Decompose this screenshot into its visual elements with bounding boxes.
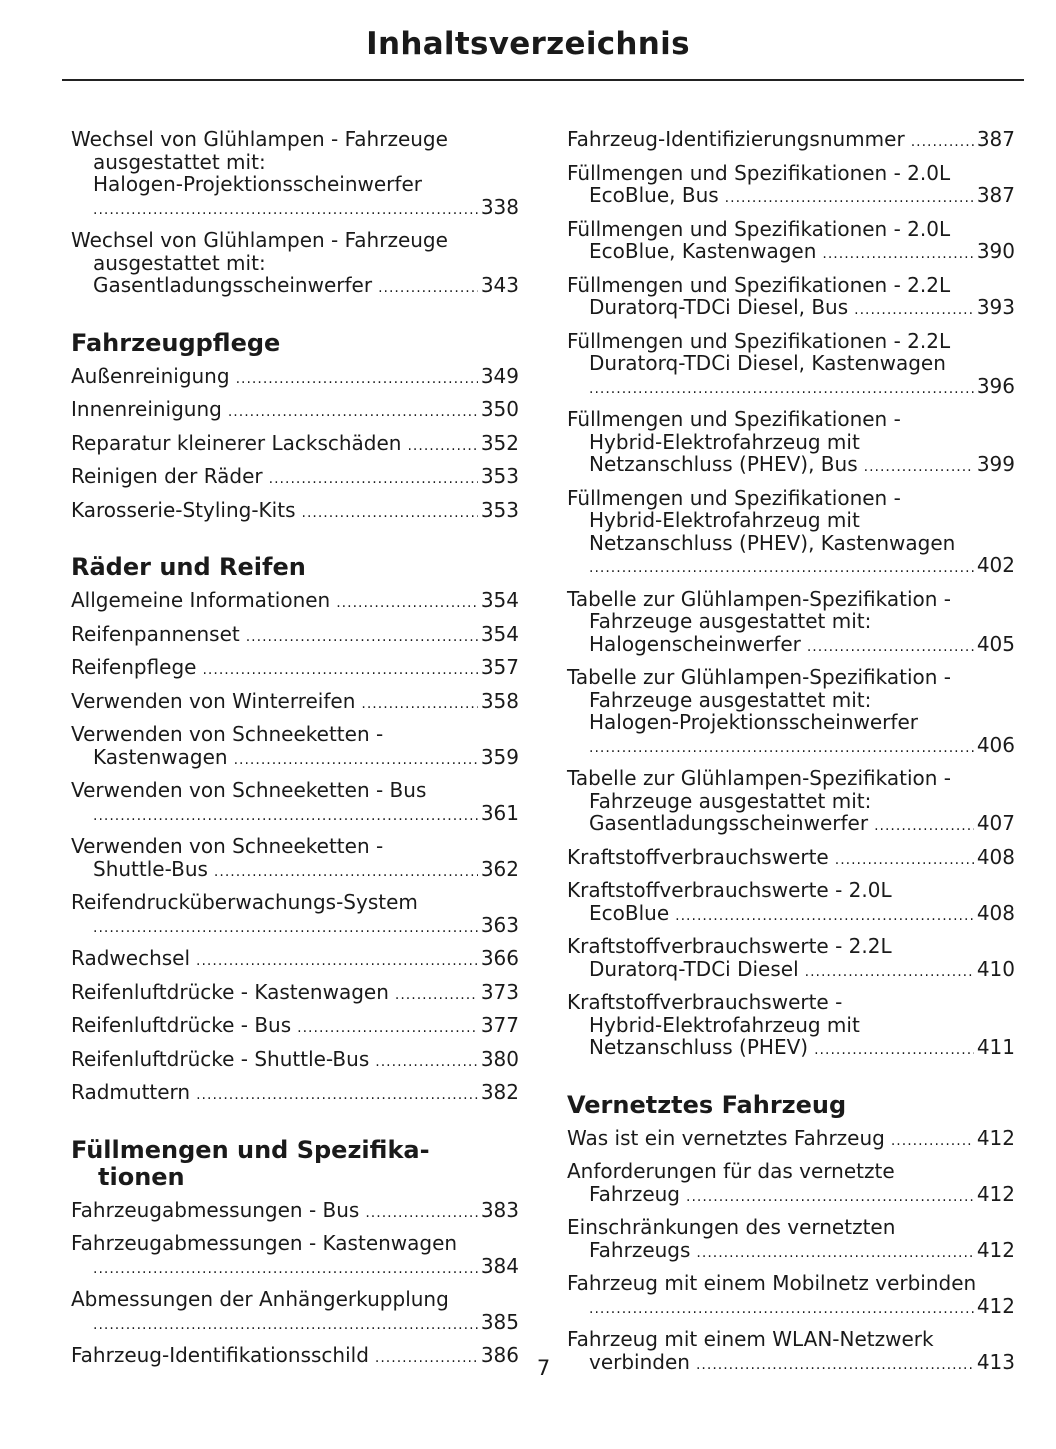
toc-entry-text: Radmuttern	[71, 1080, 191, 1104]
dot-leader	[378, 277, 478, 300]
toc-entry-last-line	[71, 690, 519, 716]
toc-page-number: 387	[976, 127, 1015, 151]
toc-entry[interactable]	[71, 499, 519, 525]
toc-entry-text: Fahrzeug-Identifikationsschild	[71, 1343, 369, 1367]
toc-entry-line: Netzanschluss (PHEV), Kastenwagen	[589, 530, 956, 555]
toc-entry-line: Wechsel von Glühlampen - Fahrzeuge	[71, 127, 448, 151]
dot-leader	[246, 626, 478, 649]
dot-leader	[93, 917, 478, 940]
toc-entry[interactable]	[71, 229, 519, 300]
dot-leader	[854, 299, 974, 322]
toc-entry[interactable]	[567, 666, 1015, 759]
toc-page-number: 353	[480, 464, 519, 488]
toc-page-number: 393	[976, 295, 1015, 319]
toc-entry-last-line	[567, 1036, 1015, 1062]
dot-leader	[365, 1202, 477, 1225]
toc-page-number: 402	[976, 553, 1015, 577]
section-heading-line: Füllmengen und Spezifika-	[71, 1135, 430, 1164]
toc-entry-line: Tabelle zur Glühlampen-Spezifikation -	[567, 665, 952, 689]
toc-entry-last-line	[567, 734, 1015, 760]
toc-entry-text: Fahrzeugabmessungen - Bus	[71, 1197, 360, 1222]
dot-leader	[269, 468, 478, 491]
toc-entry-last-line	[567, 1127, 1015, 1153]
toc-entry-last-line	[71, 623, 519, 649]
toc-entry-last-line	[567, 128, 1015, 154]
toc-page-number: 412	[976, 1237, 1015, 1262]
toc-page-number: 408	[976, 900, 1015, 925]
toc-entry-line: Hybrid-Elektrofahrzeug mit	[589, 508, 860, 532]
toc-entry-text: Fahrzeug-Identifizierungsnummer	[567, 127, 905, 151]
toc-entry-last-line	[71, 914, 519, 940]
toc-page-number: 349	[480, 363, 519, 388]
toc-entry-last-line	[567, 812, 1015, 838]
toc-entry-last-line	[567, 184, 1015, 210]
toc-page-number: 377	[480, 1013, 519, 1037]
toc-entry-line: Wechsel von Glühlampen - Fahrzeuge	[71, 228, 448, 252]
toc-entry-last-line	[567, 240, 1015, 266]
dot-leader	[725, 187, 974, 210]
dot-leader	[822, 243, 973, 266]
toc-entry-text: EcoBlue, Kastenwagen	[589, 239, 817, 263]
dot-leader	[214, 861, 478, 884]
toc-entry[interactable]	[71, 589, 519, 615]
toc-page-number: 408	[976, 844, 1015, 869]
toc-page-number: 380	[480, 1046, 519, 1071]
toc-entry[interactable]	[567, 935, 1015, 983]
toc-page-number: 387	[976, 183, 1015, 207]
toc-entry-text: EcoBlue, Bus	[589, 183, 719, 207]
toc-entry-last-line	[567, 554, 1015, 580]
toc-entry[interactable]	[71, 835, 519, 883]
dot-leader	[297, 1017, 478, 1040]
section-heading-line: Fahrzeugpflege	[71, 328, 281, 357]
toc-page-number: 353	[480, 497, 519, 522]
toc-entry-text: Reifenluftdrücke - Shuttle-Bus	[71, 1046, 370, 1071]
toc-entry[interactable]	[71, 1014, 519, 1040]
toc-entry[interactable]	[71, 623, 519, 649]
toc-entry[interactable]	[71, 1048, 519, 1074]
toc-page-number: 354	[480, 588, 519, 612]
toc-entry-last-line	[567, 902, 1015, 928]
toc-entry-text: Innenreinigung	[71, 397, 222, 421]
toc-entry-last-line	[71, 947, 519, 973]
toc-entry[interactable]	[567, 1127, 1015, 1153]
toc-page-number: 384	[480, 1253, 519, 1278]
toc-page-number: 358	[480, 688, 519, 713]
toc-entry-last-line	[71, 499, 519, 525]
toc-entry-text: Reinigen der Räder	[71, 464, 263, 488]
toc-page-number: 385	[480, 1309, 519, 1334]
toc-entry-line: Fahrzeuge ausgestattet mit:	[589, 687, 872, 712]
toc-page-number: 405	[976, 631, 1015, 656]
toc-entry-text: Radwechsel	[71, 946, 191, 970]
toc-page-number: 366	[480, 946, 519, 970]
toc-entry-line: Tabelle zur Glühlampen-Spezifikation -	[567, 586, 952, 611]
toc-entry-last-line	[71, 1255, 519, 1281]
toc-entry-last-line	[71, 1081, 519, 1107]
toc-entry-text: Reparatur kleinerer Lackschäden	[71, 430, 402, 455]
toc-entry[interactable]	[71, 398, 519, 424]
dot-leader	[589, 378, 974, 401]
toc-entry[interactable]	[567, 588, 1015, 659]
toc-entry-line: Kraftstoffverbrauchswerte - 2.0L	[567, 878, 892, 902]
toc-entry[interactable]	[71, 891, 519, 939]
dot-leader	[874, 815, 974, 838]
toc-entry-text: Shuttle-Bus	[93, 856, 208, 881]
toc-entry-line: Kraftstoffverbrauchswerte -	[567, 990, 843, 1014]
toc-entry-line: Fahrzeugabmessungen - Kastenwagen	[71, 1231, 458, 1255]
toc-page-number: 412	[976, 1181, 1015, 1206]
toc-entry[interactable]	[71, 432, 519, 458]
toc-entry-last-line	[71, 858, 519, 884]
toc-entry-line: Reifendrucküberwachungs-System	[71, 890, 418, 914]
toc-entry-text: Kastenwagen	[93, 744, 228, 769]
toc-entry-line: Halogen-Projektionsscheinwerfer	[93, 172, 422, 196]
section-heading-line: Vernetztes Fahrzeug	[567, 1090, 847, 1119]
dot-leader	[814, 1039, 974, 1062]
toc-entry[interactable]	[567, 330, 1015, 401]
toc-page-number: 343	[480, 273, 519, 297]
toc-entry-text: Gasentladungsscheinwerfer	[589, 811, 869, 835]
toc-entry-last-line	[71, 398, 519, 424]
toc-entry-last-line	[567, 375, 1015, 401]
dot-leader	[196, 950, 478, 973]
dot-leader	[395, 984, 478, 1007]
toc-entry-text: Fahrzeugs	[589, 1237, 691, 1262]
toc-entry-text: Karosserie-Styling-Kits	[71, 497, 296, 522]
dot-leader	[93, 1258, 478, 1281]
section-heading-line: tionen	[98, 1162, 185, 1191]
dot-leader	[202, 659, 477, 682]
toc-entry-text: Reifenpflege	[71, 655, 197, 679]
dot-leader	[835, 849, 974, 872]
toc-entry-last-line	[71, 802, 519, 828]
toc-entry[interactable]	[71, 1232, 519, 1280]
dot-leader	[686, 1186, 974, 1209]
toc-entry-text: Reifenpannenset	[71, 621, 240, 646]
toc-entry-line: Hybrid-Elektrofahrzeug mit	[589, 1012, 860, 1037]
dot-leader	[93, 805, 478, 828]
toc-entry-text: Allgemeine Informationen	[71, 588, 331, 612]
toc-entry-last-line	[71, 1014, 519, 1040]
toc-entry-last-line	[71, 274, 519, 300]
toc-entry[interactable]	[71, 1199, 519, 1225]
title-divider	[62, 79, 1024, 81]
dot-leader	[196, 1084, 478, 1107]
toc-entry-last-line	[567, 1239, 1015, 1265]
toc-entry[interactable]	[567, 274, 1015, 322]
dot-leader	[93, 1314, 478, 1337]
dot-leader	[407, 435, 477, 458]
toc-entry-line: Tabelle zur Glühlampen-Spezifikation -	[567, 766, 952, 790]
toc-entry-text: Duratorq-TDCi Diesel, Bus	[589, 295, 849, 319]
section-heading	[71, 554, 519, 581]
toc-entry[interactable]	[567, 128, 1015, 154]
dot-leader	[807, 636, 974, 659]
toc-page-number: 350	[480, 397, 519, 421]
toc-entry-last-line	[71, 1199, 519, 1225]
dot-leader	[805, 961, 974, 984]
toc-entry-text: Reifenluftdrücke - Kastenwagen	[71, 979, 389, 1004]
toc-entry[interactable]	[71, 465, 519, 491]
toc-entry-text: Außenreinigung	[71, 363, 230, 388]
toc-page-number: 396	[976, 373, 1015, 398]
toc-entry-text: Kraftstoffverbrauchswerte	[567, 844, 829, 869]
toc-entry-line: Füllmengen und Spezifikationen -	[567, 485, 901, 510]
toc-entry-last-line	[567, 1183, 1015, 1209]
toc-entry[interactable]	[71, 1081, 519, 1107]
toc-entry-line: Füllmengen und Spezifikationen - 2.2L	[567, 328, 951, 353]
toc-entry-line: Abmessungen der Anhängerkupplung	[71, 1287, 449, 1311]
dot-leader	[93, 199, 478, 222]
toc-entry-text: verbinden	[589, 1349, 690, 1374]
toc-entry-text: Netzanschluss (PHEV), Bus	[589, 452, 858, 476]
toc-page-number: 412	[976, 1293, 1015, 1318]
toc-page-number: 383	[480, 1197, 519, 1222]
toc-entry-last-line	[567, 958, 1015, 984]
toc-entry-line: Verwenden von Schneeketten - Bus	[71, 778, 427, 802]
toc-entry-text: Duratorq-TDCi Diesel	[589, 956, 799, 981]
toc-column-left	[71, 128, 519, 1378]
toc-page-number: 338	[480, 194, 519, 219]
toc-entry[interactable]	[567, 879, 1015, 927]
toc-entry-line: Verwenden von Schneeketten -	[71, 834, 384, 858]
toc-page-number: 362	[480, 856, 519, 881]
section-heading	[567, 1092, 1015, 1119]
toc-entry-text: Verwenden von Winterreifen	[71, 688, 356, 713]
toc-entry[interactable]	[71, 779, 519, 827]
dot-leader	[236, 368, 478, 391]
dot-leader	[589, 557, 974, 580]
dot-leader	[589, 1298, 974, 1321]
toc-column-right	[567, 128, 1015, 1384]
toc-page-number: 359	[480, 744, 519, 769]
section-heading-line: Räder und Reifen	[71, 553, 306, 581]
section-heading	[71, 1137, 519, 1191]
toc-entry[interactable]	[567, 218, 1015, 266]
toc-entry-line: Verwenden von Schneeketten -	[71, 722, 384, 746]
toc-page-number: 382	[480, 1080, 519, 1104]
toc-entry[interactable]	[71, 723, 519, 771]
toc-entry-line: Fahrzeug mit einem Mobilnetz verbinden	[567, 1271, 977, 1295]
toc-entry-last-line	[567, 1295, 1015, 1321]
section-heading	[71, 330, 519, 357]
toc-entry[interactable]	[567, 767, 1015, 838]
dot-leader	[891, 1130, 974, 1153]
toc-entry-last-line	[71, 746, 519, 772]
toc-entry[interactable]	[71, 365, 519, 391]
toc-entry-line: Füllmengen und Spezifikationen - 2.0L	[567, 160, 951, 185]
toc-entry-text: EcoBlue	[589, 900, 670, 925]
toc-entry-last-line	[71, 465, 519, 491]
toc-entry-last-line	[71, 981, 519, 1007]
toc-entry-text: Fahrzeug	[589, 1181, 680, 1206]
toc-page-number: 361	[480, 800, 519, 825]
toc-entry[interactable]	[567, 408, 1015, 479]
toc-page-number: 411	[976, 1035, 1015, 1059]
toc-entry[interactable]	[567, 991, 1015, 1062]
toc-page-number: 352	[480, 430, 519, 455]
toc-entry-last-line	[567, 453, 1015, 479]
toc-entry[interactable]	[71, 947, 519, 973]
page-number: 7	[536, 1356, 551, 1380]
toc-entry-text: Netzanschluss (PHEV)	[589, 1035, 809, 1059]
toc-entry-line: Fahrzeug mit einem WLAN-Netzwerk	[567, 1327, 934, 1351]
toc-entry-text: Was ist ein vernetztes Fahrzeug	[567, 1125, 885, 1150]
toc-entry-line: Fahrzeuge ausgestattet mit:	[589, 609, 872, 633]
toc-entry[interactable]	[71, 1288, 519, 1336]
toc-entry-text: Halogenscheinwerfer	[589, 631, 801, 656]
toc-entry[interactable]	[567, 487, 1015, 580]
toc-entry-line: Füllmengen und Spezifikationen - 2.2L	[567, 272, 951, 297]
toc-entry-line: ausgestattet mit:	[93, 149, 266, 174]
toc-page-number: 390	[976, 239, 1015, 263]
toc-entry-line: Halogen-Projektionsscheinwerfer	[589, 710, 918, 734]
toc-entry-line: Hybrid-Elektrofahrzeug mit	[589, 429, 860, 454]
toc-entry-line: Füllmengen und Spezifikationen -	[567, 407, 901, 431]
dot-leader	[228, 401, 478, 424]
toc-entry-last-line	[71, 1311, 519, 1337]
dot-leader	[234, 749, 478, 772]
dot-leader	[675, 905, 974, 928]
toc-page-number: 406	[976, 732, 1015, 757]
dot-leader	[589, 737, 974, 760]
toc-entry[interactable]	[71, 690, 519, 716]
toc-entry-last-line	[567, 296, 1015, 322]
toc-entry-text: Gasentladungsscheinwerfer	[93, 273, 373, 297]
toc-entry[interactable]	[71, 656, 519, 682]
toc-page-number: 413	[976, 1349, 1015, 1374]
toc-entry-line: ausgestattet mit:	[93, 250, 266, 275]
toc-entry-last-line	[71, 656, 519, 682]
toc-entry-line: Füllmengen und Spezifikationen - 2.0L	[567, 216, 951, 241]
toc-page-number: 407	[976, 811, 1015, 835]
toc-entry[interactable]	[567, 162, 1015, 210]
toc-entry-line: Kraftstoffverbrauchswerte - 2.2L	[567, 934, 892, 958]
dot-leader	[375, 1051, 478, 1074]
toc-entry-line: Einschränkungen des vernetzten	[567, 1215, 896, 1239]
toc-page-number: 363	[480, 912, 519, 937]
toc-entry-last-line	[71, 365, 519, 391]
dot-leader	[302, 502, 478, 525]
toc-entry-line: Anforderungen für das vernetzte	[567, 1159, 895, 1183]
toc-entry-last-line	[71, 432, 519, 458]
dot-leader	[864, 456, 974, 479]
toc-page-number: 399	[976, 452, 1015, 476]
toc-entry-line: Duratorq-TDCi Diesel, Kastenwagen	[589, 351, 946, 375]
toc-page-number: 410	[976, 956, 1015, 981]
dot-leader	[361, 693, 477, 716]
toc-entry[interactable]	[71, 128, 519, 221]
toc-page-number: 373	[480, 979, 519, 1004]
dot-leader	[911, 131, 974, 154]
toc-page-number: 357	[480, 655, 519, 679]
toc-entry-line: Fahrzeuge ausgestattet mit:	[589, 788, 872, 813]
toc-page-number: 386	[480, 1343, 519, 1367]
toc-entry-last-line	[567, 633, 1015, 659]
toc-entry-text: Reifenluftdrücke - Bus	[71, 1013, 292, 1037]
toc-entry[interactable]	[567, 1216, 1015, 1264]
toc-entry[interactable]	[567, 846, 1015, 872]
toc-entry-last-line	[71, 589, 519, 615]
dot-leader	[696, 1242, 973, 1265]
toc-entry[interactable]	[71, 981, 519, 1007]
toc-entry-last-line	[71, 1048, 519, 1074]
toc-entry-last-line	[567, 846, 1015, 872]
page-title: Inhaltsverzeichnis	[366, 26, 690, 62]
toc-entry[interactable]	[567, 1160, 1015, 1208]
dot-leader	[336, 592, 478, 615]
toc-page-number: 354	[480, 621, 519, 646]
toc-entry-last-line	[71, 196, 519, 222]
toc-entry[interactable]	[567, 1272, 1015, 1320]
toc-page-number: 412	[976, 1125, 1015, 1150]
